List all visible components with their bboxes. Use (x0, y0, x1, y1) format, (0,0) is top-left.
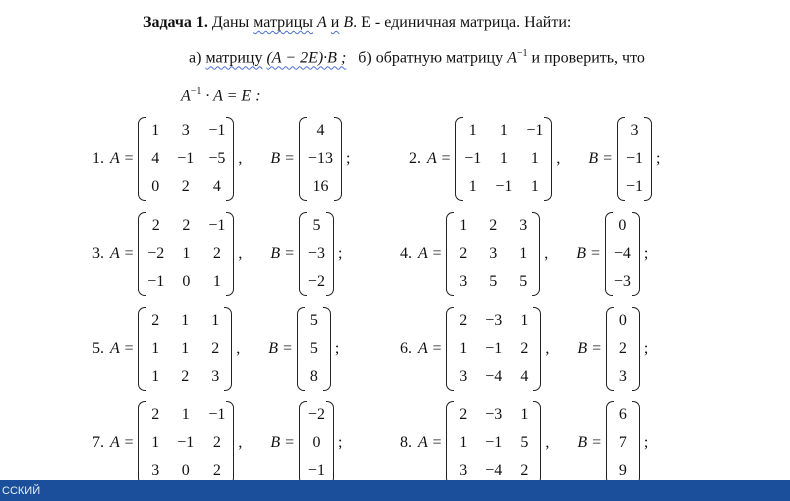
language-indicator[interactable]: ССКИЙ (2, 484, 41, 497)
matrix-b (299, 401, 334, 485)
matrix-b-cell: −3 (307, 245, 325, 262)
matrix-a (446, 212, 540, 296)
matrix-a-label: A = (427, 150, 452, 167)
matrix-b-cell: 0 (618, 312, 627, 329)
matrix-b (299, 212, 334, 296)
matrix-a-cell: 1 (468, 178, 477, 195)
matrix-b-label: B = (577, 340, 602, 357)
matrix-a-cell: −1 (526, 122, 544, 139)
problem-6 (400, 307, 648, 391)
matrix-a-cell: 3 (211, 368, 220, 385)
matrix-a-cell: −1 (208, 406, 226, 423)
matrix-a-cell: 5 (489, 273, 498, 290)
task-number: Задача 1. (143, 14, 208, 31)
matrix-a-cell: 1 (499, 122, 508, 139)
matrix-a-cell: −1 (147, 273, 165, 290)
matrix-a-cell: 3 (459, 462, 468, 479)
matrix-a-cell: 0 (151, 178, 160, 195)
matrix-a-cell: 1 (459, 434, 468, 451)
part-b-text: б) обратную матрицу (358, 49, 504, 67)
matrix-b (297, 307, 331, 391)
matrix-a-label: A = (110, 245, 135, 262)
check-line (181, 86, 261, 105)
matrix-a-cell: 2 (459, 312, 468, 329)
matrix-b-cell: 0 (312, 434, 321, 451)
matrix-a-cell: −1 (208, 122, 226, 139)
matrix-b (605, 212, 640, 296)
problem-1 (92, 117, 350, 201)
separator-comma: , (236, 340, 241, 357)
matrix-a-cell: 1 (182, 245, 191, 262)
separator-semicolon: ; (643, 340, 649, 357)
part-b-matrix: A (507, 49, 517, 67)
matrix-a-cell: 1 (151, 122, 160, 139)
matrix-a-cell: 1 (151, 340, 160, 357)
matrix-b-label: B = (270, 245, 295, 262)
matrix-b-label: B = (270, 150, 295, 167)
matrix-a-cell: 1 (151, 434, 160, 451)
problem-number: 3. (92, 245, 104, 262)
matrix-a-cell: −3 (485, 312, 503, 329)
problem-3 (92, 212, 342, 296)
matrix-a-cell: 1 (499, 150, 508, 167)
separator-semicolon: ; (345, 150, 351, 167)
matrix-a-label: A = (110, 150, 135, 167)
matrix-a-cell: 1 (212, 273, 221, 290)
matrix-b-label: B = (270, 434, 295, 451)
matrix-a (138, 117, 234, 201)
matrix-b-cell: 0 (618, 217, 627, 234)
matrix-b-cell: 4 (316, 122, 325, 139)
matrix-b-cell: −1 (625, 178, 643, 195)
matrix-a-cell: −5 (208, 150, 226, 167)
problem-number: 4. (400, 245, 412, 262)
matrix-b-cell: 3 (618, 368, 627, 385)
problem-number: 5. (92, 340, 104, 357)
check-matrix: A (181, 87, 191, 105)
separator-comma: , (545, 434, 550, 451)
matrix-a-label: A = (110, 340, 135, 357)
matrix-a-cell: 0 (182, 273, 191, 290)
matrix-a-cell: 2 (520, 462, 529, 479)
separator-semicolon: ; (337, 434, 343, 451)
matrix-b-cell: −2 (307, 273, 325, 290)
matrix-a-cell: −2 (147, 245, 165, 262)
matrix-b-cell: −4 (613, 245, 631, 262)
part-b-exponent: −1 (516, 48, 528, 59)
matrix-b-cell: −3 (613, 273, 631, 290)
problem-2 (409, 117, 660, 201)
matrix-a-cell: 2 (182, 217, 191, 234)
matrix-a-label: A = (418, 434, 443, 451)
matrix-b-symbol: B (343, 14, 354, 31)
matrix-a-cell: 2 (212, 434, 221, 451)
matrix-b (299, 117, 342, 201)
matrix-a-cell: 1 (181, 340, 190, 357)
and-word: и (330, 14, 340, 31)
matrix-a-cell: 5 (520, 434, 529, 451)
matrix-a-cell: −1 (485, 434, 503, 451)
part-a-line (189, 48, 645, 67)
matrix-b-label: B = (268, 340, 293, 357)
matrix-a-label: A = (418, 340, 443, 357)
matrix-a (138, 401, 234, 485)
matrix-b-label: B = (577, 434, 602, 451)
problem-4 (400, 212, 648, 296)
matrix-a-cell: 3 (519, 217, 528, 234)
check-tail: · A = E : (205, 87, 261, 105)
task-heading (143, 14, 571, 32)
matrix-b-cell: 8 (309, 368, 318, 385)
separator-semicolon: ; (643, 245, 649, 262)
matrix-a-cell: 1 (530, 178, 539, 195)
separator-semicolon: ; (655, 150, 661, 167)
separator-comma: , (544, 245, 549, 262)
matrix-a-cell: 2 (151, 312, 160, 329)
matrix-a-cell: 2 (489, 217, 498, 234)
matrix-b-label: B = (588, 150, 613, 167)
separator-semicolon: ; (334, 340, 340, 357)
problem-8 (400, 401, 648, 485)
matrix-a (138, 307, 232, 391)
separator-semicolon: ; (337, 245, 343, 262)
identity-sentence: . E - единичная матрица. Найти: (353, 14, 572, 31)
matrix-a-cell: 1 (520, 406, 529, 423)
matrix-a-cell: 1 (459, 340, 468, 357)
problem-number: 8. (400, 434, 412, 451)
part-a-label: а) (189, 49, 202, 67)
matrix-a-cell: −3 (485, 406, 503, 423)
matrix-b-cell: 5 (312, 217, 321, 234)
matrix-a-cell: −1 (464, 150, 482, 167)
part-a-word: матрицу (205, 49, 263, 67)
matrix-b-cell: 16 (312, 178, 329, 195)
matrix-a-cell: 3 (151, 462, 160, 479)
problem-number: 6. (400, 340, 412, 357)
matrix-a-cell: 3 (181, 122, 190, 139)
matrix-a-cell: 2 (151, 217, 160, 234)
matrix-a-cell: −1 (177, 434, 195, 451)
matrix-b-cell: 2 (618, 340, 627, 357)
matrix-a (446, 307, 541, 391)
separator-comma: , (238, 150, 243, 167)
matrix-a-cell: −4 (485, 368, 503, 385)
matrix-a-cell: 3 (459, 273, 468, 290)
matrix-a-cell: 2 (151, 406, 160, 423)
separator-comma: , (556, 150, 561, 167)
matrix-a-cell: 0 (181, 462, 190, 479)
problem-number: 7. (92, 434, 104, 451)
matrix-a-cell: −1 (495, 178, 513, 195)
matrix-a-cell: 1 (520, 312, 529, 329)
matrix-b-cell: 7 (618, 434, 627, 451)
matrix-b-cell: 6 (618, 406, 627, 423)
matrix-a-cell: 2 (459, 406, 468, 423)
problem-number: 1. (92, 150, 104, 167)
matrix-a-cell: 4 (212, 178, 221, 195)
matrix-a-cell: 3 (459, 368, 468, 385)
matrix-a-symbol: A (317, 14, 327, 31)
matrix-b (617, 117, 652, 201)
matrix-a-cell: 1 (468, 122, 477, 139)
matrix-a (446, 401, 541, 485)
matrix-a-cell: 1 (530, 150, 539, 167)
matrix-a-cell: −1 (208, 217, 226, 234)
matrix-a-cell: 2 (459, 245, 468, 262)
matrix-b (606, 307, 640, 391)
check-exponent: −1 (190, 86, 202, 97)
matrix-a-cell: 2 (211, 340, 220, 357)
matrix-a-cell: 1 (151, 368, 160, 385)
matrix-b-cell: −1 (625, 150, 643, 167)
intro-word: Даны (211, 14, 250, 31)
matrix-a-cell: 1 (211, 312, 220, 329)
matrix-a (138, 212, 234, 296)
matrix-a-label: A = (418, 245, 443, 262)
matrix-a-cell: 2 (520, 340, 529, 357)
problem-5 (92, 307, 339, 391)
matrix-a-cell: 2 (212, 462, 221, 479)
problem-number: 2. (409, 150, 421, 167)
matrix-a-cell: 1 (181, 406, 190, 423)
part-a-expression: (A − 2E)·B ; (266, 49, 347, 67)
matrix-a-cell: −1 (485, 340, 503, 357)
separator-comma: , (238, 245, 243, 262)
separator-comma: , (545, 340, 550, 357)
matrix-a-cell: 2 (181, 368, 190, 385)
matrix-a-cell: 1 (181, 312, 190, 329)
matrix-a-cell: 3 (489, 245, 498, 262)
intro-matrices-word: матрицы (253, 14, 314, 31)
matrix-b-cell: −13 (307, 150, 333, 167)
matrix-a-label: A = (110, 434, 135, 451)
separator-comma: , (238, 434, 243, 451)
matrix-b-cell: 5 (309, 340, 318, 357)
matrix-b (606, 401, 640, 485)
matrix-a-cell: 2 (181, 178, 190, 195)
part-b-tail: и проверить, что (531, 49, 645, 67)
matrix-a-cell: 2 (212, 245, 221, 262)
matrix-b-cell: −1 (307, 462, 325, 479)
separator-semicolon: ; (643, 434, 649, 451)
matrix-a-cell: 4 (151, 150, 160, 167)
matrix-a-cell: 1 (519, 245, 528, 262)
matrix-a (455, 117, 552, 201)
matrix-b-cell: −2 (307, 406, 325, 423)
matrix-a-cell: 1 (459, 217, 468, 234)
matrix-a-cell: −1 (177, 150, 195, 167)
matrix-a-cell: −4 (485, 462, 503, 479)
matrix-b-cell: 9 (618, 462, 627, 479)
taskbar (0, 480, 790, 501)
matrix-b-label: B = (576, 245, 601, 262)
problem-7 (92, 401, 342, 485)
matrix-a-cell: 4 (520, 368, 529, 385)
matrix-a-cell: 5 (519, 273, 528, 290)
matrix-b-cell: 3 (630, 122, 639, 139)
matrix-b-cell: 5 (309, 312, 318, 329)
